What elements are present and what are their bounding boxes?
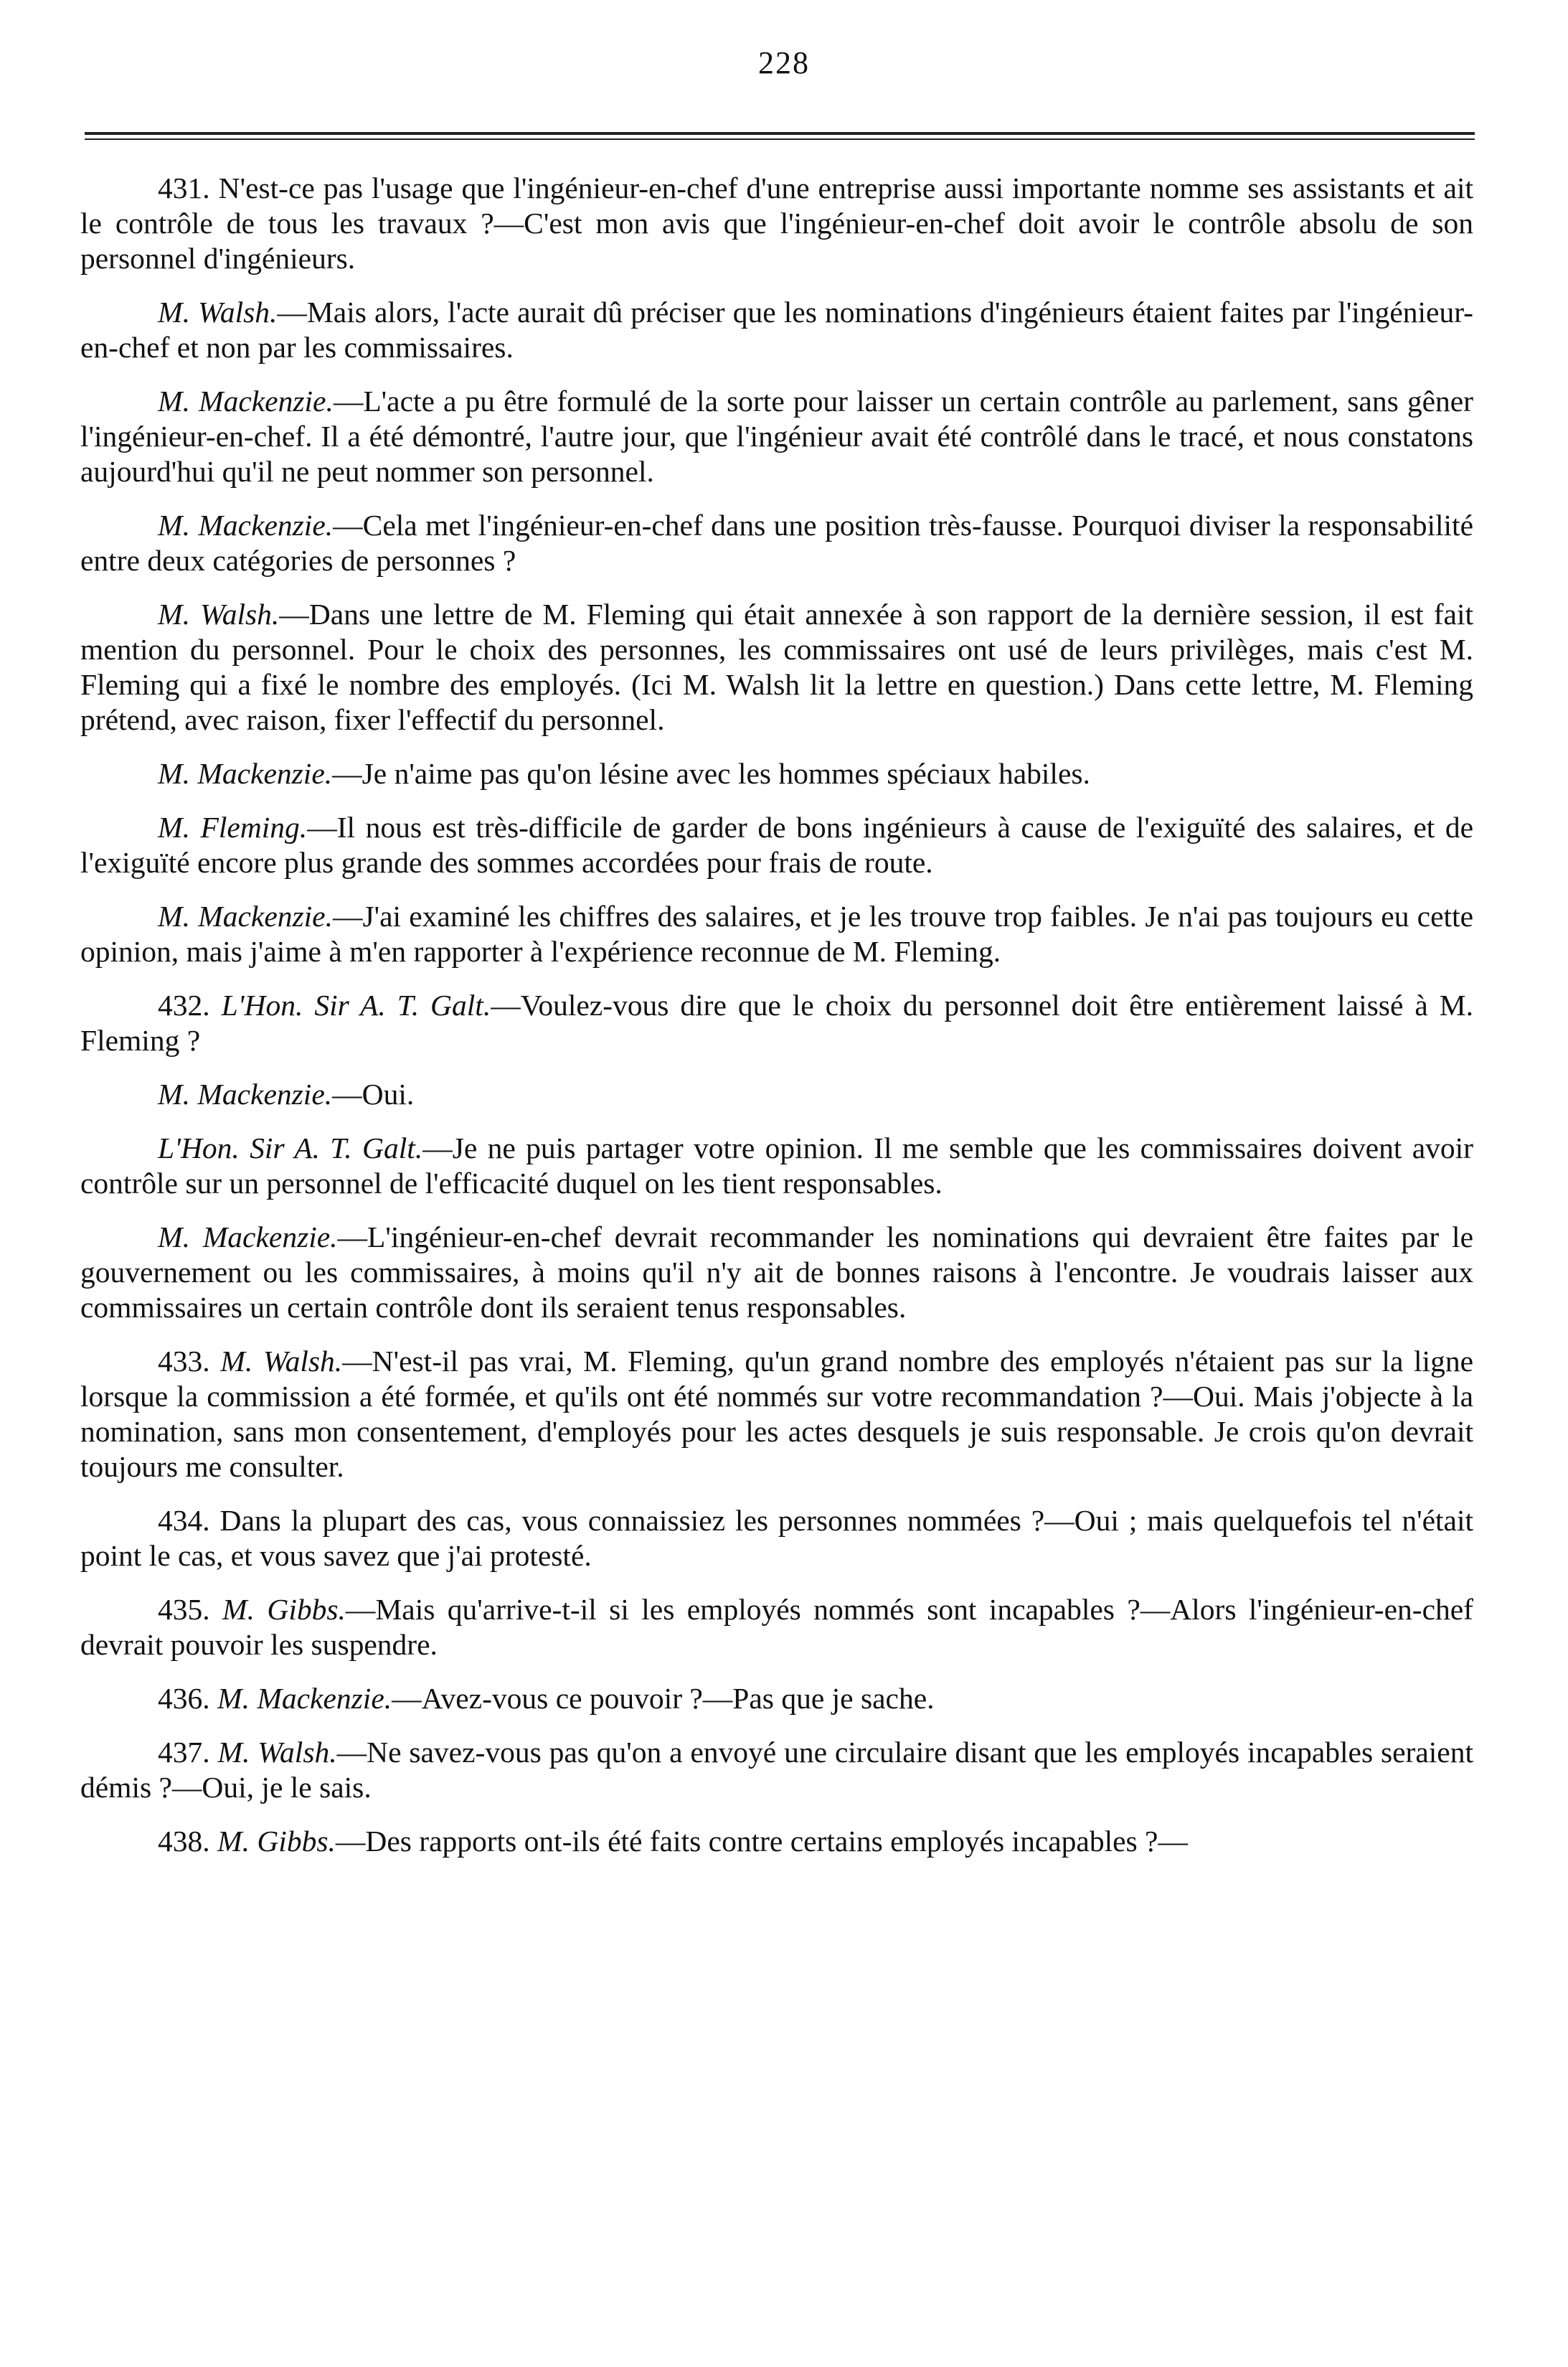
speaker-name: M. Mackenzie. xyxy=(217,1682,392,1715)
speaker-name: M. Mackenzie. xyxy=(158,1078,333,1111)
question-number: 435. xyxy=(158,1593,223,1626)
speaker-name: M. Walsh. xyxy=(158,296,278,329)
question-number: 432. xyxy=(158,989,222,1022)
paragraph xyxy=(80,508,1473,578)
question-number: 431. xyxy=(158,171,219,204)
header-rule xyxy=(85,132,1475,135)
speaker-name: M. Walsh. xyxy=(217,1736,337,1769)
paragraph xyxy=(80,899,1473,969)
paragraph-text: —Il nous est très-difficile de garder de bons ingénieurs à cause de l'exiguïté des salaires, et de l'exiguïté encore plus grande des sommes accordées pour frais de route. xyxy=(80,811,1474,879)
paragraph-text: —Ne savez-vous pas qu'on a envoyé une circulaire disant que les employés incapables seraient démis ?—Oui, je le sais. xyxy=(80,1736,1474,1804)
paragraph xyxy=(80,171,1473,276)
paragraph xyxy=(80,1344,1473,1484)
paragraph-text: —Voulez-vous dire que le choix du personnel doit être entièrement laissé à M. Fleming ? xyxy=(80,989,1473,1057)
paragraph-text: —Oui. xyxy=(332,1078,415,1111)
paragraph-text: —Des rapports ont-ils été faits contre certains employés incapables ?— xyxy=(335,1825,1188,1858)
speaker-name: L'Hon. Sir A. T. Galt. xyxy=(158,1131,423,1164)
speaker-name: M. Walsh. xyxy=(220,1345,343,1378)
paragraph xyxy=(80,1131,1473,1201)
paragraph-text: —L'ingénieur-en-chef devrait recommander les nominations qui devraient être faites par le gouvernement ou les commissaires, à moins qu'il n'y ait de bonnes raisons à l'encontre. Je voudrais laisser aux commissaires un certain contrôle dont ils seraient tenus responsables. xyxy=(80,1220,1473,1324)
paragraph xyxy=(80,295,1473,365)
paragraph-text: —Je n'aime pas qu'on lésine avec les hommes spéciaux habiles. xyxy=(332,757,1090,790)
speaker-name: M. Mackenzie. xyxy=(158,757,333,790)
paragraph xyxy=(80,1503,1473,1573)
paragraph xyxy=(80,756,1473,791)
paragraph-text: —Cela met l'ingénieur-en-chef dans une position très-fausse. Pourquoi diviser la responsabilité entre deux catégories de personnes ? xyxy=(80,509,1474,577)
paragraph-text: —N'est-il pas vrai, M. Fleming, qu'un grand nombre des employés n'étaient pas sur la ligne lorsque la commission a été formée, et qu'ils ont été nommés sur votre recommandation ?—Oui. Mais j'objecte à la nomination, sans mon consentement, d'employés pour les actes desquels je suis responsable. Je crois qu'on devrait toujours me consulter. xyxy=(80,1345,1473,1483)
speaker-name: M. Fleming. xyxy=(158,811,308,844)
paragraph-text: —Je ne puis partager votre opinion. Il me semble que les commissaires doivent avoir contrôle sur un personnel de l'efficacité duquel on les tient responsables. xyxy=(80,1131,1473,1200)
paragraph-text: Dans la plupart des cas, vous connaissiez les personnes nommées ?—Oui ; mais quelquefois tel n'était point le cas, et vous savez que j'ai protesté. xyxy=(80,1504,1474,1572)
speaker-name: L'Hon. Sir A. T. Galt. xyxy=(221,989,491,1022)
paragraph-text: N'est-ce pas l'usage que l'ingénieur-en-chef d'une entreprise aussi importante nomme ses assistants et ait le contrôle de tous les travaux ?—C'est mon avis que l'ingénieur-en-chef doit avoir le contrôle absolu de son personnel d'ingénieurs. xyxy=(80,171,1474,275)
paragraph xyxy=(80,1824,1473,1859)
paragraph-text: —Dans une lettre de M. Fleming qui était annexée à son rapport de la dernière session, il est fait mention du personnel. Pour le choix des personnes, les commissaires ont usé de leurs privilèges, mais c'est M. Fleming qui a fixé le nombre des employés. (Ici M. Walsh lit la lettre en question.) Dans cette lettre, M. Fleming prétend, avec raison, fixer l'effectif du personnel. xyxy=(80,598,1474,736)
paragraph xyxy=(80,1592,1473,1662)
speaker-name: M. Gibbs. xyxy=(222,1593,346,1626)
paragraph-text: —J'ai examiné les chiffres des salaires, et je les trouve trop faibles. Je n'ai pas toujours eu cette opinion, mais j'aime à m'en rapporter à l'expérience reconnue de M. Fleming. xyxy=(80,900,1473,968)
paragraph xyxy=(80,1681,1473,1716)
paragraph-text: —Mais alors, l'acte aurait dû préciser que les nominations d'ingénieurs étaient faites par l'ingénieur-en-chef et non par les commissaires. xyxy=(80,296,1474,364)
paragraph-text: —Avez-vous ce pouvoir ?—Pas que je sache. xyxy=(392,1682,935,1715)
speaker-name: M. Mackenzie. xyxy=(158,509,334,542)
header-rule-thin xyxy=(85,138,1475,140)
paragraph xyxy=(80,384,1473,489)
paragraph xyxy=(80,810,1473,880)
speaker-name: M. Mackenzie. xyxy=(158,1220,338,1253)
question-number: 433. xyxy=(158,1345,221,1378)
paragraph xyxy=(80,1220,1473,1325)
paragraph xyxy=(80,988,1473,1058)
question-number: 437. xyxy=(158,1736,218,1769)
question-number: 434. xyxy=(158,1504,220,1537)
speaker-name: M. Walsh. xyxy=(158,598,280,631)
speaker-name: M. Mackenzie. xyxy=(158,900,333,933)
page-number: 228 xyxy=(758,45,810,80)
question-number: 436. xyxy=(158,1682,217,1715)
paragraph xyxy=(80,1735,1473,1805)
speaker-name: M. Gibbs. xyxy=(217,1825,336,1858)
paragraph xyxy=(80,597,1473,738)
speaker-name: M. Mackenzie. xyxy=(158,385,334,418)
paragraph-text: —Mais qu'arrive-t-il si les employés nommés sont incapables ?—Alors l'ingénieur-en-chef devrait pouvoir les suspendre. xyxy=(80,1593,1473,1661)
paragraph xyxy=(80,1077,1473,1112)
paragraph-text: —L'acte a pu être formulé de la sorte pour laisser un certain contrôle au parlement, sans gêner l'ingénieur-en-chef. Il a été démontré, l'autre jour, que l'ingénieur avait été contrôlé dans le tracé, et nous constatons aujourd'hui qu'il ne peut nommer son personnel. xyxy=(80,385,1473,488)
question-number: 438. xyxy=(158,1825,217,1858)
page-body xyxy=(80,171,1473,1878)
